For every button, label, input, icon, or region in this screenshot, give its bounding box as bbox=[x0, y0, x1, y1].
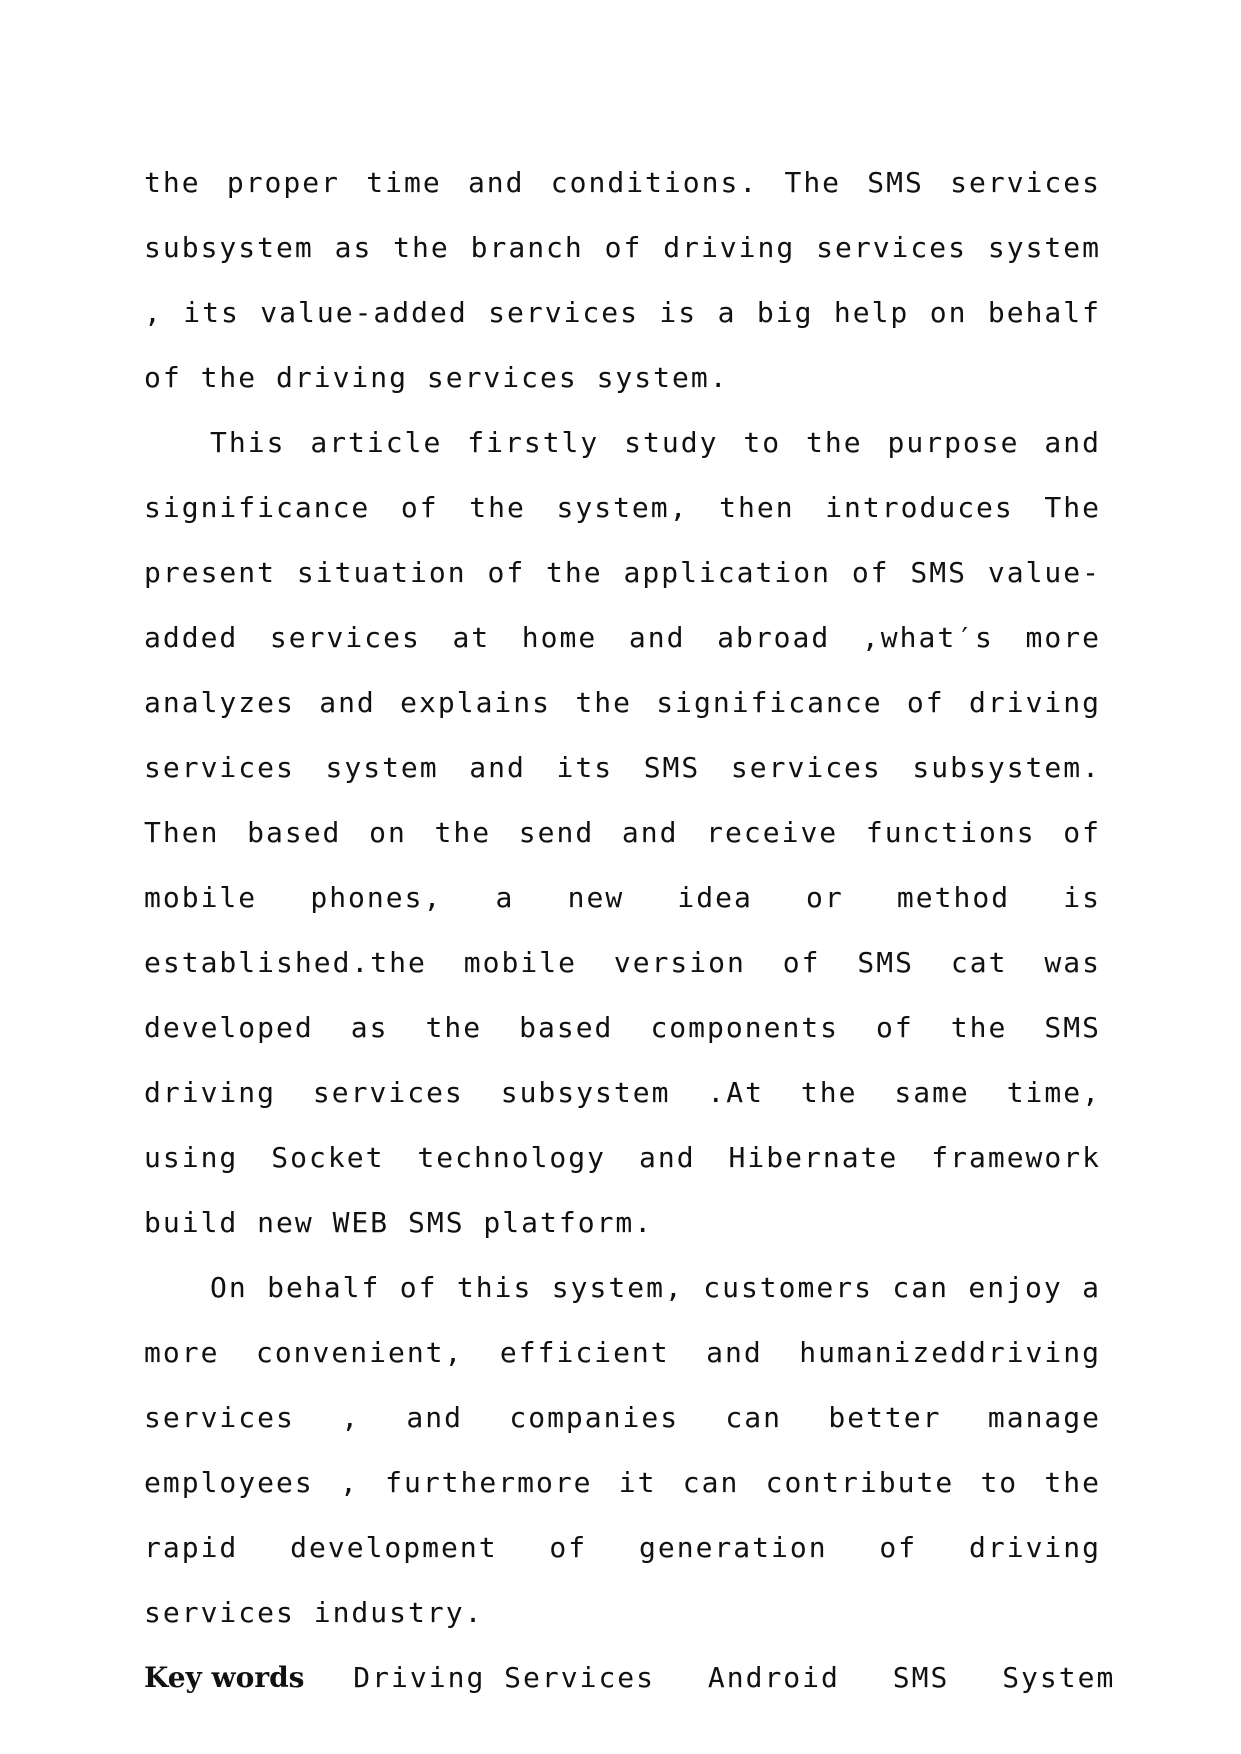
keywords-line bbox=[144, 1645, 1116, 1710]
document-body bbox=[144, 150, 1116, 1710]
paragraph-benefits: On behalf of this system, customers can enjoy a more convenient, efficient and humanizeddriving services , and companies can better manage employees , furthermore it can contribute to the rapid development of generation of driving services industry. bbox=[144, 1271, 1101, 1629]
keyword-item: Driving Services bbox=[353, 1661, 656, 1694]
keyword-item: System bbox=[1002, 1661, 1116, 1694]
keywords-label: Key words bbox=[144, 1661, 305, 1694]
keyword-item: SMS bbox=[892, 1661, 950, 1694]
paragraph-article-overview: This article firstly study to the purpose and significance of the system, then introduces The present situation of the application of SMS value-added services at home and abroad ,what′s more analyzes and explains the significance of driving services system and its SMS services subsystem. Then based on the send and receive functions of mobile phones, a new idea or method is established.the mobile version of SMS cat was developed as the based components of the SMS driving services subsystem .At the same time, using Socket technology and Hibernate framework build new WEB SMS platform. bbox=[144, 426, 1101, 1239]
paragraph-continuation: the proper time and conditions. The SMS services subsystem as the branch of driving services system , its value-added services is a big help on behalf of the driving services system. bbox=[144, 166, 1101, 394]
keyword-item: Android bbox=[707, 1661, 840, 1694]
